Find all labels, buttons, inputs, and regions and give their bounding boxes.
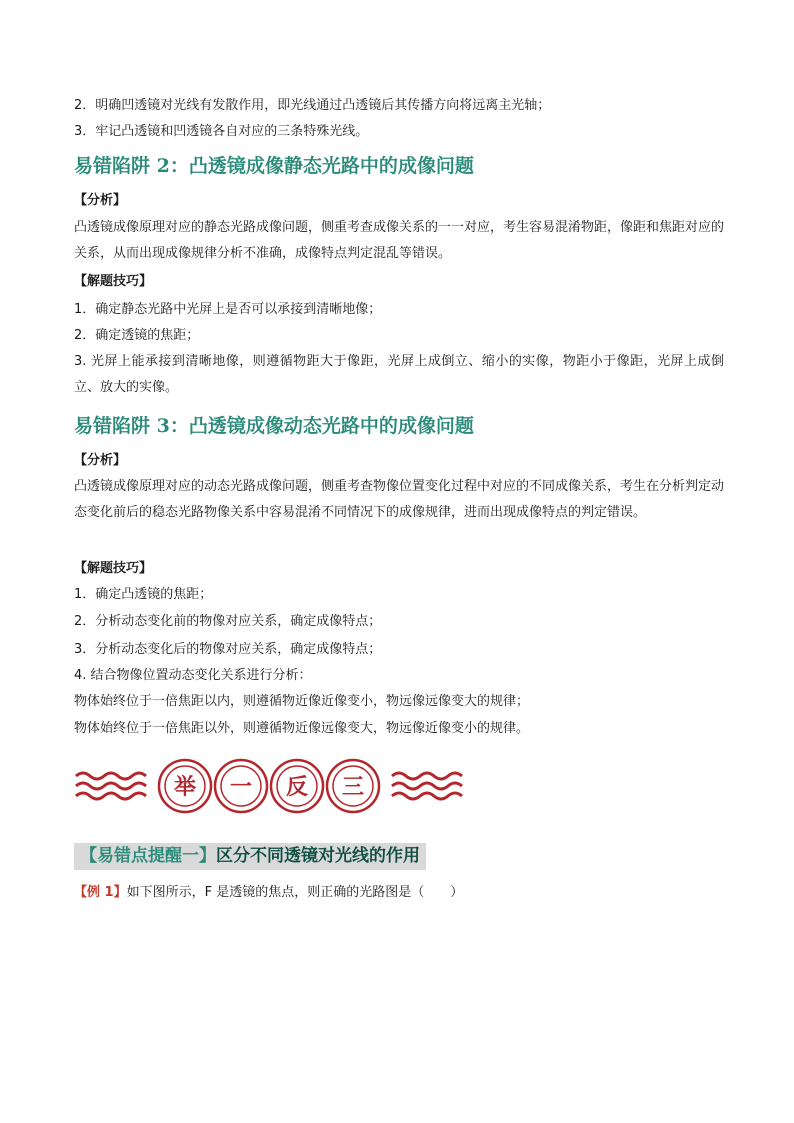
reminder-tag: 【易错点提醒一】: [80, 846, 216, 866]
example-tag: 【例 1】: [74, 885, 127, 900]
tip-item: 4. 结合物像位置动态变化关系进行分析：: [74, 668, 312, 683]
section-heading-trap2: 易错陷阱 2：凸透镜成像静态光路中的成像问题: [74, 155, 474, 177]
banner-ju-yi-fan-san: [74, 756, 474, 816]
tip-item: 2．分析动态变化前的物像对应关系，确定成像特点；: [74, 614, 382, 629]
banner-circle: [271, 760, 323, 812]
right-wave-decoration: [392, 773, 462, 799]
text-line: 3．牢记凸透镜和凹透镜各自对应的三条特殊光线。: [74, 124, 369, 139]
banner-char: 举: [173, 775, 197, 800]
text-line: 2．明确凹透镜对光线有发散作用，即光线通过凸透镜后其传播方向将远离主光轴；: [74, 98, 551, 113]
tip-item: 3．分析动态变化后的物像对应关系，确定成像特点；: [74, 642, 382, 657]
reminder-heading: [74, 843, 426, 870]
tip-item: 1．确定凸透镜的焦距；: [74, 587, 213, 602]
banner-circle: [215, 760, 267, 812]
tip-item: 2．确定透镜的焦距；: [74, 328, 200, 343]
banner-char: 反: [285, 775, 309, 800]
analysis-label: 【分析】: [74, 193, 127, 208]
tips-label: 【解题技巧】: [74, 274, 153, 289]
rule-line: 物体始终位于一倍焦距以外，则遵循物近像远像变大，物远像近像变小的规律。: [74, 721, 530, 736]
banner-circle: [159, 760, 211, 812]
tip-item: 3. 光屏上能承接到清晰地像，则遵循物距大于像距，光屏上成倒立、缩小的实像，物距小于像距，光屏上成倒立、放大的实像。: [74, 354, 724, 395]
tips-label: 【解题技巧】: [74, 561, 153, 576]
analysis-label: 【分析】: [74, 453, 127, 468]
analysis-paragraph: 凸透镜成像原理对应的静态光路成像问题，侧重考查成像关系的一一对应，考生容易混淆物距，像距和焦距对应的关系，从而出现成像规律分析不准确，成像特点判定混乱等错误。: [74, 220, 725, 261]
reminder-text: 区分不同透镜对光线的作用: [216, 846, 420, 866]
banner-char: 一: [229, 775, 253, 800]
section-heading-trap3: 易错陷阱 3：凸透镜成像动态光路中的成像问题: [74, 415, 474, 437]
banner-circle: [327, 760, 379, 812]
example-text: 如下图所示，F 是透镜的焦点，则正确的光路图是（ ）: [126, 885, 464, 900]
tip-item: 1．确定静态光路中光屏上是否可以承接到清晰地像；: [74, 302, 382, 317]
banner-char: 三: [341, 775, 365, 800]
left-wave-decoration: [76, 773, 146, 799]
example-question: [74, 884, 463, 902]
rule-line: 物体始终位于一倍焦距以内，则遵循物近像近像变小，物远像远像变大的规律；: [74, 694, 530, 709]
analysis-paragraph: 凸透镜成像原理对应的动态光路成像问题，侧重考查物像位置变化过程中对应的不同成像关系，考生在分析判定动态变化前后的稳态光路物像关系中容易混淆不同情况下的成像规律，进而出现成像特点的判定错误。: [74, 479, 725, 520]
